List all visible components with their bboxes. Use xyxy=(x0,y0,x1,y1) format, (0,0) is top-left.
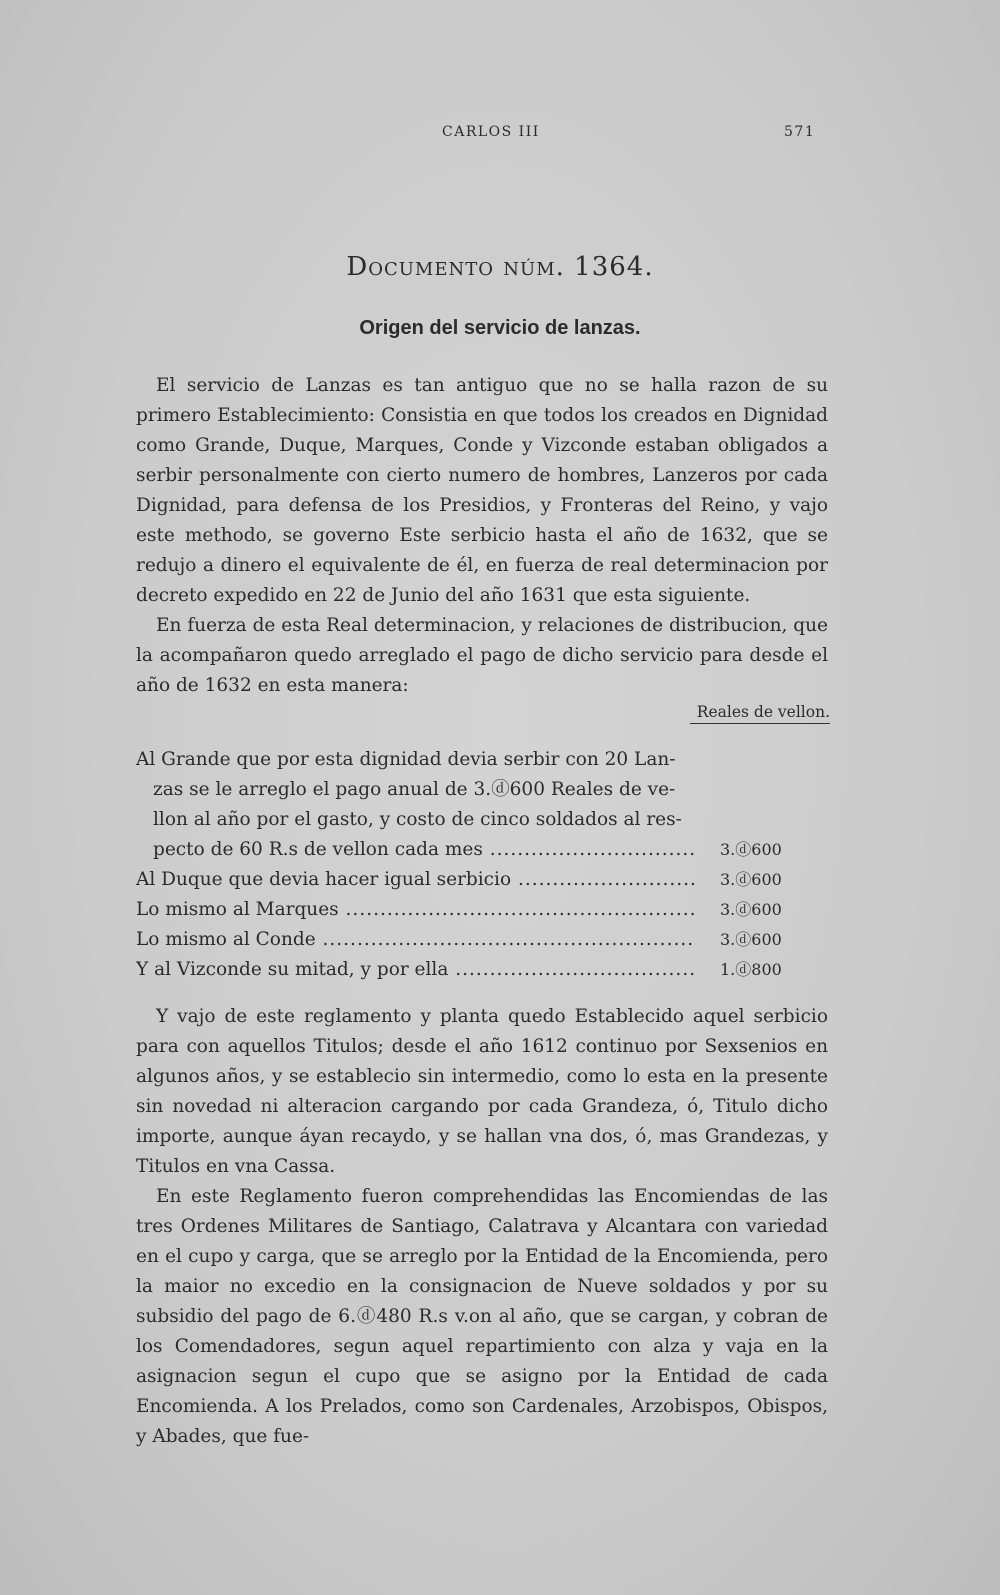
document-title-prefix: Documento núm. xyxy=(346,252,565,282)
document-number: 1364. xyxy=(574,252,654,282)
ledger-row-amount: 3.ⓓ600 xyxy=(720,870,782,889)
body-text-bottom xyxy=(136,1002,828,1452)
ledger-row-amount: 3.ⓓ600 xyxy=(720,900,782,919)
ledger-row-amount: 3.ⓓ600 xyxy=(720,930,782,949)
ledger-row xyxy=(136,895,828,925)
ledger-row xyxy=(136,745,828,775)
ledger-row-amount: 3.ⓓ600 xyxy=(720,840,782,859)
ledger-table xyxy=(136,745,828,985)
document-subtitle: Origen del servicio de lanzas. xyxy=(359,317,641,339)
ledger-row xyxy=(136,955,828,985)
ledger-row-text: pecto de 60 R.s de vellon cada mes ..... xyxy=(153,835,696,865)
ledger-column-header: Reales de vellon. xyxy=(690,703,830,724)
ledger-row xyxy=(136,925,828,955)
page-number: 571 xyxy=(784,124,816,140)
paragraph: En fuerza de esta Real determinacion, y relaciones de distribucion, que la acompañaron quedo arreglado el pago de dicho servicio para desde el año de 1632 en esta manera: xyxy=(136,615,828,696)
ledger-row-text: Lo mismo al Conde ..... xyxy=(136,925,696,955)
ledger-row-text: Y al Vizconde su mitad, y por ella ..... xyxy=(136,955,696,985)
body-text-top xyxy=(136,371,828,701)
ledger-row-amount: 1.ⓓ800 xyxy=(720,960,782,979)
ledger-row xyxy=(136,805,828,835)
ledger-row-text: Al Grande que por esta dignidad devia serbir con 20 Lan- xyxy=(136,749,676,770)
paragraph: Y vajo de este reglamento y planta quedo Establecido aquel serbicio para con aquellos Titulos; desde el año 1612 continuo por Sexsenios en algunos años, y se establecio sin intermedio, como lo esta en la presente sin novedad ni alteracion cargando por cada Grandeza, ó, Titulo dicho importe, aunque áyan recaydo, y se hallan vna dos, ó, mas Grandezas, y Titulos en vna Cassa. xyxy=(136,1006,828,1177)
ledger-row-text: Lo mismo al Marques ..... xyxy=(136,895,696,925)
ledger-row-text: llon al año por el gasto, y costo de cinco soldados al res- xyxy=(153,809,682,830)
ledger-row xyxy=(136,865,828,895)
paragraph: En este Reglamento fueron comprehendidas las Encomiendas de las tres Ordenes Militares de Santiago, Calatrava y Alcantara con variedad en el cupo y carga, que se arreglo por la Entidad de la Encomienda, pero la maior no excedio en la consignacion de Nueve soldados y por su subsidio del pago de 6.ⓓ480 R.s v.on al año, que se cargan, y cobran de los Comendadores, segun aquel repartimiento con alza y vaja en la asignacion segun el cupo que se asigno por la Entidad de cada Encomienda. A los Prelados, como son Cardenales, Arzobispos, Obispos, y Abades, que fue- xyxy=(136,1186,828,1447)
ledger-row-text: Al Duque que devia hacer igual serbicio ..... xyxy=(136,865,696,895)
ledger-row xyxy=(136,775,828,805)
ledger-row-text: zas se le arreglo el pago anual de 3.ⓓ600 Reales de ve- xyxy=(153,779,676,800)
ledger-row xyxy=(136,835,828,865)
paragraph: El servicio de Lanzas es tan antiguo que no se halla razon de su primero Establecimiento: Consistia en que todos los creados en Dignidad como Grande, Duque, Marques, Conde y Vizconde estaban obligados a serbir personalmente con cierto numero de hombres, Lanzeros por cada Dignidad, para defensa de los Presidios, y Fronteras del Reino, y vajo este methodo, se governo Este serbicio hasta el año de 1632, que se redujo a dinero el equivalente de él, en fuerza de real determinacion por decreto expedido en 22 de Junio del año 1631 que esta siguiente. xyxy=(136,375,828,606)
document-title xyxy=(0,252,1000,282)
running-head xyxy=(0,124,1000,144)
running-title: CARLOS III xyxy=(442,124,540,140)
